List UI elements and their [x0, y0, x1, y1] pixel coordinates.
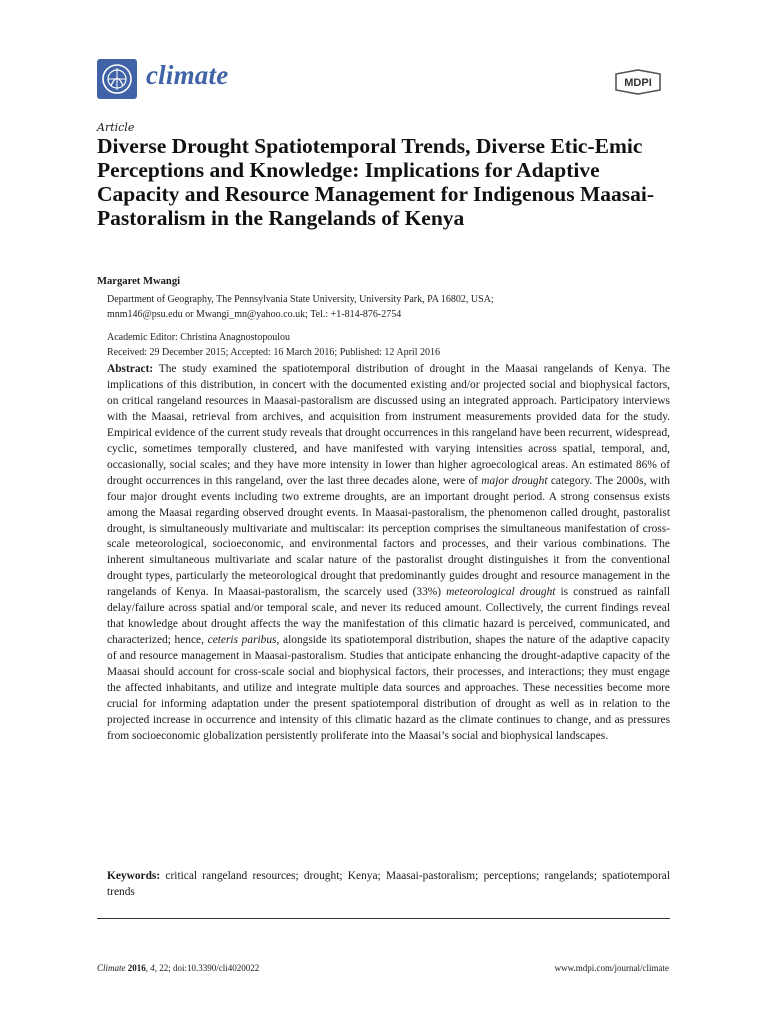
academic-editor: Academic Editor: Christina Anagnostopoulou	[107, 332, 291, 343]
abstract-text-4: , alongside its spatiotemporal distribution, shapes the nature of the adaptive capacity of and resource management in Maasai-pastoralism. Studies that anticipate enhancing the drought-adaptive capacity of the Maasai should account for cross-scale social and biophysical factors, their processes, and interactions; they must engage the affected inhabitants, and utilize and integrate multiple data sources and approaches. These necessities become more crucial for informing adaptation under the present spatiotemporal distribution of drought as well as in relation to the projected increase in occurrence and intensity of this climatic hazard as the climate continues to change, and as pressures from socioeconomic globalization persistently proliferate into the Maasai’s social and biophysical landscapes.	[107, 634, 670, 742]
abstract-text-2: category. The 2000s, with four major drought events including two extreme droughts, are an important drought period. A strong consensus exists among the Maasai regarding observed drought events. In Maasai-pastoralism, the phenomenon called drought, pastoralist drought, is simultaneously multivariate and multiscalar: its perception comprises the simultaneous manifestation of cross-scale meteorological, socioeconomic, and environmental factors and processes, and their various combinations. The inherent simultaneous multivariate and scalar nature of the pastoralist drought distinguishes it from the conventional drought types, particularly the meteorological drought that predominantly guides drought and resource management in the rangelands of Kenya. In Maasai-pastoralism, the scarcely used (33%)	[107, 474, 671, 599]
abstract	[107, 362, 670, 745]
article-meta	[107, 330, 677, 360]
footer-volume: 4	[150, 963, 155, 973]
citation-footer	[97, 963, 259, 973]
footer-divider	[97, 918, 670, 919]
climate-logo-icon	[97, 59, 137, 99]
footer-doi[interactable]: , 22; doi:10.3390/cli4020022	[154, 963, 260, 973]
contact-line[interactable]: mnm146@psu.edu or Mwangi_mn@yahoo.co.uk; Tel.: +1-814-876-2754	[107, 309, 402, 320]
footer-sep: ,	[145, 963, 151, 973]
affiliation	[107, 292, 677, 322]
article-type: Article	[97, 121, 135, 134]
journal-name[interactable]: climate	[146, 60, 229, 90]
abstract-emphasis-3: ceteris paribus	[207, 634, 277, 647]
article-title: Diverse Drought Spatiotemporal Trends, Diverse Etic-Emic Perceptions and Knowledge: Implications for Adaptive Capacity and Resource Management for Indigenous Maasai-Pastoralism in the Rangelands of Kenya	[97, 134, 655, 230]
affiliation-line: Department of Geography, The Pennsylvania State University, University Park, PA 16802, USA;	[107, 294, 494, 305]
keywords-text: critical rangeland resources; drought; Kenya; Maasai-pastoralism; perceptions; rangelands; spatiotemporal trends	[107, 870, 670, 898]
abstract-text-1: The study examined the spatiotemporal distribution of drought in the Maasai rangelands of Kenya. The implications of this distribution, in concert with the documented existing and/or projected social and biophysical factors, on critical rangeland resources in Maasai-pastoralism are discussed using an integrated approach. Participatory interviews with the Maasai, retrieval from archives, and acquisition from instrument measurements provided data for the study. Empirical evidence of the current study reveals that drought occurrences in this rangeland have been recurrent, widespread, cyclic, sometimes temporally clustered, and have manifested with varying intensities across spatial, temporal, and, occasionally, social scales; and they have more intensity in lower than higher agroecological areas. An estimated 86% of drought occurrences in this rangeland, over the last three decades alone, were of	[107, 363, 670, 487]
publisher-name: MDPI	[624, 77, 652, 89]
publication-dates: Received: 29 December 2015; Accepted: 16 March 2016; Published: 12 April 2016	[107, 347, 440, 358]
abstract-emphasis-2: meteorological drought	[446, 586, 556, 599]
footer-journal: Climate	[97, 963, 126, 973]
footer-year: 2016	[127, 963, 146, 973]
journal-url[interactable]: www.mdpi.com/journal/climate	[554, 963, 669, 973]
mdpi-logo-icon[interactable]	[610, 68, 666, 96]
abstract-text-3: is construed as rainfall delay/failure across spatial and/or temporal scale, and never its reduced amount. Collectively, the current findings reveal that knowledge about drought affects the way the manifestation of this climatic hazard is perceived, communicated, and characterized; hence,	[107, 586, 670, 647]
keywords	[107, 868, 670, 900]
abstract-emphasis-1: major drought	[481, 474, 548, 487]
author-name: Margaret Mwangi	[97, 276, 181, 287]
keywords-label: Keywords:	[107, 870, 161, 882]
abstract-label: Abstract:	[107, 363, 154, 375]
